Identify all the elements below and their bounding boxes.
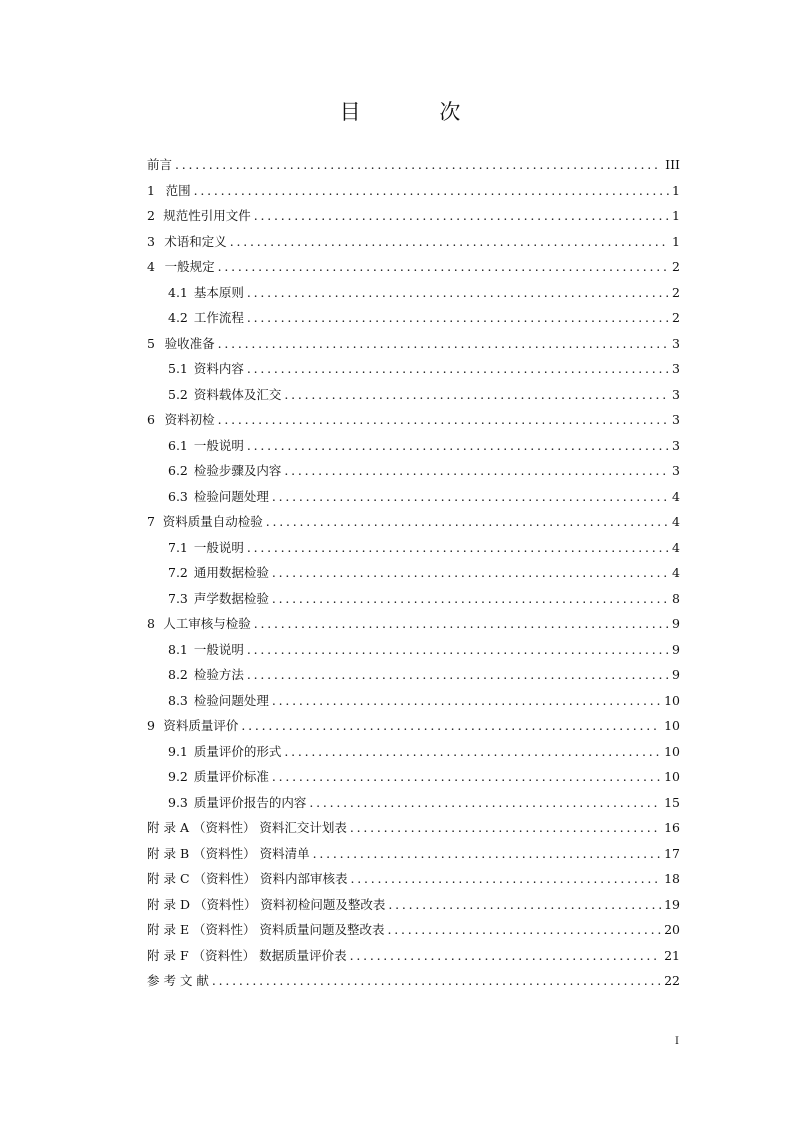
toc-entry-number: 6.2: [168, 463, 188, 478]
toc-entry[interactable]: [147, 436, 680, 462]
toc-entry-page: 1: [672, 233, 680, 249]
toc-entry-label: 验收准备: [164, 335, 215, 351]
toc-entry-page: 10: [664, 718, 680, 733]
toc-entry[interactable]: [147, 920, 680, 946]
dot-leader: [247, 285, 669, 300]
dot-leader: [218, 412, 669, 427]
toc-entry[interactable]: [147, 181, 680, 207]
toc-entry-label: 质量评价的形式: [193, 743, 282, 759]
toc-entry[interactable]: [147, 869, 680, 895]
toc-entry-label: 附 录 F （资料性） 数据质量评价表: [147, 947, 347, 963]
toc-entry[interactable]: [147, 793, 680, 819]
dot-leader: [284, 463, 669, 478]
toc-entry[interactable]: [147, 640, 680, 666]
toc-entry-page: 4: [672, 488, 680, 504]
toc-entry-number: 7.3: [168, 590, 188, 606]
toc-entry-number: 4.2: [168, 310, 188, 325]
dot-leader: [272, 591, 669, 606]
page-title: 目 次: [339, 100, 497, 124]
toc-entry[interactable]: [147, 665, 680, 691]
toc-entry-page: 9: [672, 667, 680, 682]
toc-entry-page: 1: [672, 208, 680, 223]
toc-entry-label: 资料质量评价: [163, 718, 239, 733]
toc-entry-number: 3: [147, 233, 155, 249]
toc-entry-page: 22: [664, 973, 680, 988]
toc-entry-label: 资料载体及汇交: [193, 386, 282, 402]
dot-leader: [175, 157, 662, 172]
dot-leader: [247, 438, 669, 453]
toc-entry[interactable]: [147, 538, 680, 564]
toc-entry-page: III: [665, 157, 680, 172]
toc-entry[interactable]: [147, 155, 680, 181]
dot-leader: [218, 336, 669, 351]
dot-leader: [194, 183, 669, 198]
toc-entry-number: 4.1: [168, 284, 188, 300]
toc-entry-number: 9.3: [168, 794, 188, 810]
toc-entry-number: 6.1: [168, 437, 188, 453]
toc-entry-page: 2: [672, 259, 680, 274]
toc-entry-number: 8: [147, 616, 155, 631]
dot-leader: [247, 642, 669, 657]
toc-entry-label: 检验问题处理: [193, 692, 269, 708]
dot-leader: [272, 693, 661, 708]
toc-entry-page: 21: [664, 947, 680, 963]
toc-entry-page: 9: [672, 616, 680, 631]
toc-entry-label: 质量评价标准: [193, 769, 269, 784]
toc-entry[interactable]: [147, 410, 680, 436]
toc-entry-label: 参 考 文 献: [147, 973, 209, 988]
toc-entry-page: 3: [672, 437, 680, 453]
toc-entry-label: 通用数据检验: [193, 565, 269, 580]
toc-entry-number: 8.1: [168, 641, 188, 657]
toc-entry[interactable]: [147, 283, 680, 309]
toc-entry-number: 9.1: [168, 743, 188, 759]
toc-entry-label: 范围: [165, 182, 191, 198]
page-number: I: [675, 1036, 679, 1047]
toc-entry-number: 5: [147, 335, 155, 351]
toc-entry[interactable]: [147, 308, 680, 334]
toc-entry-label: 附 录 B （资料性） 资料清单: [147, 845, 310, 861]
toc-entry-page: 2: [672, 284, 680, 300]
toc-entry-number: 7: [147, 514, 155, 529]
toc-entry-label: 质量评价报告的内容: [193, 794, 307, 810]
toc-entry-number: 8.2: [168, 667, 188, 682]
toc-entry-number: 9: [147, 718, 155, 733]
dot-leader: [284, 744, 661, 759]
toc-entry-page: 20: [664, 922, 680, 937]
toc-entry[interactable]: [147, 742, 680, 768]
toc-entry-page: 10: [664, 743, 680, 759]
toc-entry-label: 检验步骤及内容: [193, 463, 282, 478]
toc-entry[interactable]: [147, 563, 680, 589]
dot-leader: [230, 234, 669, 249]
toc-entry-page: 8: [672, 590, 680, 606]
dot-leader: [212, 973, 661, 988]
toc-entry-label: 附 录 C （资料性） 资料内部审核表: [147, 871, 348, 886]
toc-entry-page: 3: [672, 335, 680, 351]
dot-leader: [266, 514, 669, 529]
table-of-contents: [147, 155, 680, 997]
toc-entry[interactable]: [147, 461, 680, 487]
dot-leader: [350, 948, 662, 963]
toc-entry-number: 4: [147, 259, 155, 274]
toc-entry-page: 16: [664, 820, 680, 835]
toc-entry[interactable]: [147, 487, 680, 513]
toc-entry-number: 5.2: [168, 386, 188, 402]
toc-entry-label: 工作流程: [193, 310, 244, 325]
dot-leader: [241, 718, 661, 733]
dot-leader: [272, 565, 669, 580]
toc-entry-label: 人工审核与检验: [163, 616, 251, 631]
toc-entry[interactable]: [147, 589, 680, 615]
toc-entry[interactable]: [147, 818, 680, 844]
dot-leader: [218, 259, 669, 274]
toc-entry[interactable]: [147, 716, 680, 742]
toc-entry-number: 2: [147, 208, 155, 223]
dot-leader: [309, 795, 661, 810]
toc-entry-label: 资料质量自动检验: [162, 514, 263, 529]
dot-leader: [272, 489, 669, 504]
dot-leader: [350, 820, 661, 835]
toc-entry[interactable]: [147, 895, 680, 921]
dot-leader: [350, 871, 661, 886]
toc-entry-page: 10: [664, 692, 680, 708]
toc-entry-page: 18: [664, 871, 680, 886]
toc-entry-page: 2: [672, 310, 680, 325]
toc-entry-number: 6.3: [168, 488, 188, 504]
toc-entry-label: 附 录 A （资料性） 资料汇交计划表: [147, 820, 347, 835]
dot-leader: [247, 310, 669, 325]
toc-entry-label: 资料初检: [164, 412, 215, 427]
dot-leader: [247, 540, 669, 555]
dot-leader: [284, 387, 669, 402]
toc-entry-label: 附 录 E （资料性） 资料质量问题及整改表: [147, 922, 385, 937]
toc-entry[interactable]: [147, 767, 680, 793]
toc-entry-number: 7.2: [168, 565, 188, 580]
toc-entry-label: 检验问题处理: [193, 488, 269, 504]
toc-entry-number: 6: [147, 412, 155, 427]
toc-entry-page: 9: [672, 641, 680, 657]
toc-entry[interactable]: [147, 614, 680, 640]
toc-entry-page: 4: [672, 565, 680, 580]
toc-entry-label: 基本原则: [193, 284, 244, 300]
toc-entry[interactable]: [147, 971, 680, 997]
toc-entry[interactable]: [147, 946, 680, 972]
toc-entry-number: 5.1: [168, 361, 188, 376]
toc-entry-page: 17: [664, 845, 680, 861]
dot-leader: [313, 846, 662, 861]
toc-entry-page: 19: [664, 896, 680, 912]
toc-entry-page: 4: [672, 514, 680, 529]
toc-entry-number: 7.1: [168, 539, 188, 555]
toc-entry[interactable]: [147, 512, 680, 538]
toc-entry-label: 一般规定: [164, 259, 215, 274]
toc-entry-number: 9.2: [168, 769, 188, 784]
toc-entry-label: 一般说明: [193, 539, 244, 555]
toc-entry-label: 一般说明: [193, 641, 244, 657]
toc-entry-label: 前言: [147, 157, 173, 172]
toc-entry-page: 4: [672, 539, 680, 555]
toc-entry-page: 3: [672, 412, 680, 427]
toc-entry[interactable]: [147, 257, 680, 283]
toc-entry[interactable]: [147, 844, 680, 870]
dot-leader: [254, 616, 669, 631]
toc-entry-label: 一般说明: [193, 437, 244, 453]
toc-entry-page: 15: [664, 794, 680, 810]
toc-entry-label: 附 录 D （资料性） 资料初检问题及整改表: [147, 896, 386, 912]
toc-entry-label: 规范性引用文件: [163, 208, 251, 223]
toc-entry-number: 8.3: [168, 692, 188, 708]
dot-leader: [247, 667, 669, 682]
dot-leader: [272, 769, 661, 784]
toc-entry-page: 1: [672, 182, 680, 198]
toc-entry-label: 术语和定义: [164, 233, 227, 249]
toc-entry-label: 检验方法: [193, 667, 244, 682]
toc-entry-page: 10: [664, 769, 680, 784]
toc-entry[interactable]: [147, 691, 680, 717]
toc-entry-page: 3: [672, 386, 680, 402]
toc-entry-label: 声学数据检验: [193, 590, 269, 606]
toc-entry[interactable]: [147, 232, 680, 258]
toc-entry[interactable]: [147, 359, 680, 385]
dot-leader: [247, 361, 669, 376]
toc-entry-number: 1: [147, 182, 155, 198]
dot-leader: [254, 208, 669, 223]
toc-entry-page: 3: [672, 361, 680, 376]
toc-entry-page: 3: [672, 463, 680, 478]
toc-entry[interactable]: [147, 385, 680, 411]
toc-entry[interactable]: [147, 334, 680, 360]
toc-entry-label: 资料内容: [193, 361, 244, 376]
dot-leader: [388, 897, 661, 912]
toc-entry[interactable]: [147, 206, 680, 232]
dot-leader: [388, 922, 662, 937]
